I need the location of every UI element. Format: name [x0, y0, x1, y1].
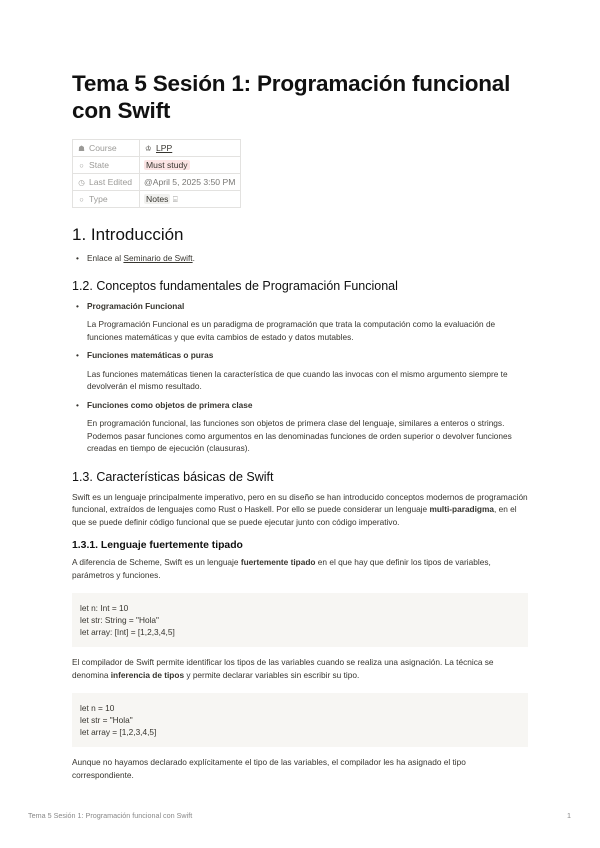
paragraph: Aunque no hayamos declarado explícitamente el tipo de las variables, el compilador les ha asignado el tipo correspondiente. [72, 757, 466, 780]
code-line: let array = [1,2,3,4,5] [80, 727, 157, 737]
concept-text: La Programación Funcional es un paradigma de programación que trata la computación como la evaluación de funciones matemáticas y que evita cambios de estado y datos mutables. [87, 319, 496, 342]
property-row-last-edited [73, 174, 241, 191]
paragraph: Swift es un lenguaje principalmente imperativo, pero en su diseño se han introducido conceptos modernos de programación funcional, extraídos de lenguajes como Rust o Haskell. Por ello se puede considerar un lenguaje multi-paradigma, en el que se puede definir código funcional que se puede ejecutar junto con código imperativo. [72, 491, 528, 527]
list-item [72, 399, 528, 455]
heading-introduccion: 1. Introducción [72, 225, 184, 244]
list-item [72, 349, 528, 393]
state-icon: ○ [79, 160, 84, 170]
page-content [72, 70, 528, 781]
paragraph: A diferencia de Scheme, Swift es un lenguaje fuertemente tipado en el que hay que definir los tipos de variables, parámetros y funciones. [72, 557, 491, 580]
notes-icon: ⌸ [172, 194, 178, 204]
list-item: • Enlace al Seminario de Swift. [72, 252, 528, 265]
heading-conceptos: 1.2. Conceptos fundamentales de Programación Funcional [72, 278, 398, 293]
paragraph: El compilador de Swift permite identificar los tipos de las variables cuando se realiza una asignación. La técnica se denomina inferencia de tipos y permite declarar variables sin escribir su tipo. [72, 657, 494, 680]
heading-caracteristicas: 1.3. Características básicas de Swift [72, 469, 274, 484]
concept-text: Las funciones matemáticas tienen la característica de que cuando las invocas con el mismo argumento siempre te devolverán el mismo resultado. [87, 368, 508, 391]
heading-tipado: 1.3.1. Lenguaje fuertemente tipado [72, 540, 243, 551]
clock-icon: ◷ [78, 177, 85, 187]
property-key: State [89, 159, 110, 170]
state-tag[interactable]: Must study [146, 160, 188, 170]
page-title: Tema 5 Sesión 1: Programación funcional con Swift [72, 71, 511, 123]
concept-title: • Funciones como objetos de primera clase [87, 399, 253, 410]
concept-title: • Funciones matemáticas o puras [87, 350, 214, 360]
type-tag[interactable]: Notes [146, 193, 169, 204]
concept-text: En programación funcional, las funciones son objetos de primera clase del lenguaje, similares a enteros o strings. Podemos pasar funciones como argumentos en las denominadas funciones de orden superior o devolver funciones creadas en tiempo de ejecución (clausuras). [87, 418, 512, 453]
property-row-course [73, 140, 241, 157]
code-line: let array: [Int] = [1,2,3,4,5] [80, 627, 175, 637]
code-line: let n: Int = 10 [80, 603, 129, 613]
page-number: 1 [567, 811, 571, 820]
code-line: let str = "Hola" [80, 715, 133, 725]
concept-title: • Programación Funcional [87, 300, 185, 311]
course-page-icon: ♔ [145, 143, 152, 153]
list-item [72, 300, 528, 344]
last-edited-value: @April 5, 2025 3:50 PM [140, 174, 241, 191]
code-line: let n = 10 [80, 703, 115, 713]
type-icon: ○ [79, 194, 84, 204]
code-line: let str: String = "Hola" [80, 615, 159, 625]
course-icon: ☗ [78, 143, 85, 153]
course-link[interactable]: LPP [156, 142, 173, 153]
code-block [72, 693, 528, 747]
code-block [72, 593, 528, 647]
seminario-link[interactable]: Seminario de Swift [123, 253, 193, 263]
property-row-type [73, 191, 241, 208]
property-key: Type [89, 193, 108, 204]
property-key: Last Edited [89, 176, 132, 187]
property-key: Course [89, 142, 117, 153]
footer-title: Tema 5 Sesión 1: Programación funcional con Swift [28, 811, 193, 820]
property-row-state [73, 157, 241, 174]
properties-table [72, 139, 241, 208]
